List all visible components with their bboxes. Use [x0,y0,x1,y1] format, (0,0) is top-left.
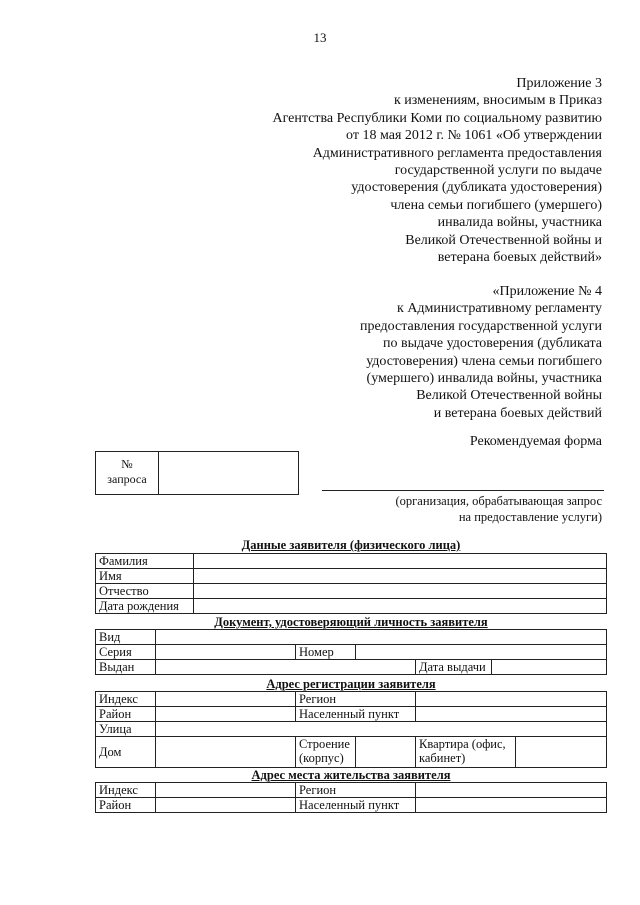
appendix4-header [360,283,602,422]
appendix3-line: Приложение 3 [516,76,602,91]
res-district-label: Район [96,798,156,813]
doc-type-field[interactable] [156,630,607,645]
applicant-data-table [95,553,607,614]
res-region-label: Регион [296,783,416,798]
appendix4-line: предоставления государственной услуги [360,318,602,334]
request-number-sign: № [121,457,133,471]
table-row [96,737,607,768]
appendix3-line: Административного регламента предоставления [312,145,602,161]
doc-number-field[interactable] [356,645,607,660]
appendix3-line: удостоверения (дубликата удостоверения) [351,180,602,196]
residence-address-table [95,782,607,813]
appendix4-line: удостоверения) члена семьи погибшего [366,353,602,369]
appendix4-line: (умершего) инвалида войны, участника [366,371,602,387]
res-locality-label: Населенный пункт [296,798,416,813]
name-label: Имя [96,569,194,584]
reg-building-label: Строение (корпус) [296,737,356,768]
section-title-reg-address: Адрес регистрации заявителя [266,677,436,691]
patronymic-field[interactable] [194,584,607,599]
table-row [96,692,607,707]
doc-type-label: Вид [96,630,156,645]
reg-house-field[interactable] [156,737,296,768]
table-row [96,630,607,645]
doc-series-label: Серия [96,645,156,660]
appendix4-line: к Административному регламенту [397,301,602,317]
reg-apartment-label: Квартира (офис, кабинет) [416,737,516,768]
doc-issue-date-label: Дата выдачи [416,660,492,675]
surname-label: Фамилия [96,554,194,569]
res-district-field[interactable] [156,798,296,813]
reg-locality-label: Населенный пункт [296,707,416,722]
page-number: 13 [313,30,327,45]
reg-building-field[interactable] [356,737,416,768]
reg-street-field[interactable] [156,722,607,737]
reg-street-label: Улица [96,722,156,737]
patronymic-label: Отчество [96,584,194,599]
table-row [96,569,607,584]
doc-issued-label: Выдан [96,660,156,675]
appendix4-line: и ветерана боевых действий [433,405,602,421]
section-title-applicant: Данные заявителя (физического лица) [241,538,461,552]
appendix4-line: «Приложение № 4 [492,284,602,299]
table-row [96,660,607,675]
appendix3-line: от 18 мая 2012 г. № 1061 «Об утверждении [346,128,602,144]
res-index-field[interactable] [156,783,296,798]
reg-region-field[interactable] [416,692,607,707]
doc-issue-date-field[interactable] [492,660,607,675]
request-number-label [96,452,159,494]
appendix3-line: члена семьи погибшего (умершего) [390,197,602,213]
request-number-field[interactable] [159,452,298,494]
organization-line[interactable] [322,490,604,491]
reg-district-field[interactable] [156,707,296,722]
appendix3-line: государственной услуги по выдаче [394,163,602,179]
table-row [96,722,607,737]
birthdate-field[interactable] [194,599,607,614]
appendix3-header [273,75,603,266]
table-row [96,584,607,599]
request-number-box [95,451,299,495]
birthdate-label: Дата рождения [96,599,194,614]
table-row [96,554,607,569]
res-region-field[interactable] [416,783,607,798]
doc-number-label: Номер [296,645,356,660]
identity-doc-table [95,629,607,675]
name-field[interactable] [194,569,607,584]
surname-field[interactable] [194,554,607,569]
table-row [96,645,607,660]
table-row [96,599,607,614]
reg-locality-field[interactable] [416,707,607,722]
table-row [96,798,607,813]
reg-apartment-field[interactable] [516,737,607,768]
doc-issued-field[interactable] [156,660,416,675]
table-row [96,707,607,722]
request-number-word: запроса [107,472,147,486]
reg-address-table [95,691,607,768]
reg-index-field[interactable] [156,692,296,707]
appendix4-line: Великой Отечественной войны [416,388,602,404]
section-title-residence-address: Адрес места жительства заявителя [251,768,451,782]
appendix3-line: инвалида войны, участника [437,215,602,231]
res-index-label: Индекс [96,783,156,798]
organization-caption [396,493,602,525]
table-row [96,783,607,798]
section-title-identity-doc: Документ, удостоверяющий личность заявителя [214,615,488,629]
appendix4-line: по выдаче удостоверения (дубликата [383,336,602,352]
reg-region-label: Регион [296,692,416,707]
appendix3-line: к изменениям, вносимым в Приказ [393,93,602,109]
organization-caption-line: (организация, обрабатывающая запрос [395,494,602,508]
reg-house-label: Дом [96,737,156,768]
appendix3-line: Великой Отечественной войны и [405,232,602,248]
doc-series-field[interactable] [156,645,296,660]
appendix3-line: ветерана боевых действий» [437,250,602,266]
recommended-form-label: Рекомендуемая форма [469,434,602,449]
res-locality-field[interactable] [416,798,607,813]
organization-caption-line: на предоставление услуги) [458,510,602,524]
reg-index-label: Индекс [96,692,156,707]
appendix3-line: Агентства Республики Коми по социальному развитию [272,110,602,126]
reg-district-label: Район [96,707,156,722]
